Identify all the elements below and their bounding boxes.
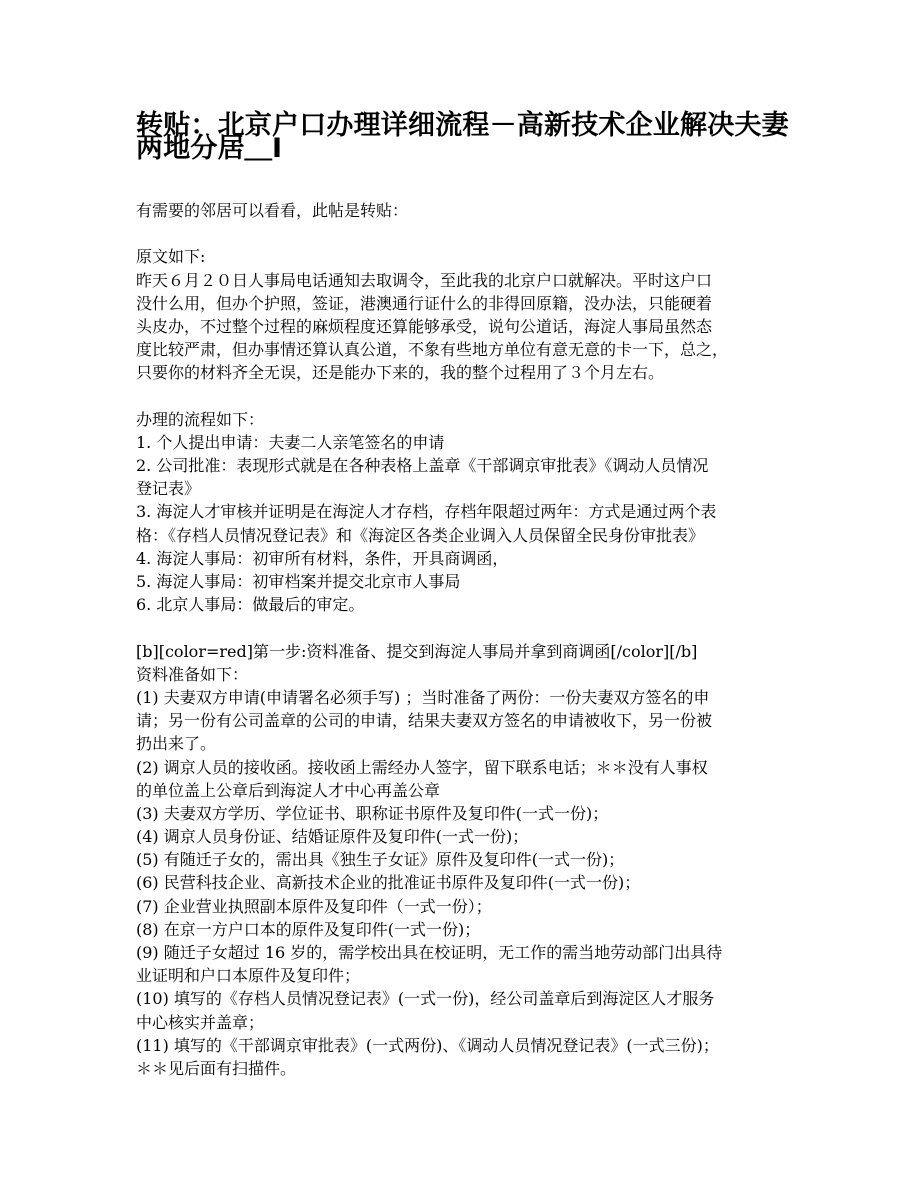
material-line: (2) 调京人员的接收函。接收函上需经办人签字，留下联系电话；＊＊没有人事权 (136, 757, 708, 777)
story-line: 度比较严肃，但办事情还算认真公道，不象有些地方单位有意无意的卡一下，总之， (136, 340, 729, 360)
material-line: (8) 在京一方户口本的原件及复印件(一式一份)； (136, 919, 481, 939)
process-line: 3. 海淀人才审核并证明是在海淀人才存档，存档年限超过两年：方式是通过两个表 (136, 502, 717, 522)
process-line: 格：《存档人员情况登记表》和《海淀区各类企业调入人员保留全民身份审批表》 (136, 525, 705, 545)
material-line: 的单位盖上公章后到海淀人才中心再盖公章 (136, 780, 441, 800)
intro-text: 有需要的邻居可以看看，此帖是转贴： (136, 201, 409, 220)
material-line: (7) 企业营业执照副本原件及复印件（一式一份）； (136, 896, 492, 916)
page-title (136, 107, 800, 165)
material-line: (10) 填写的《存档人员情况登记表》(一式一份)，经公司盖章后到海淀区人才服务 (136, 989, 715, 1009)
material-line: 扔出来了。 (136, 734, 217, 754)
material-line: ＊＊见后面有扫描件。 (136, 1058, 297, 1078)
process-line: 登记表》 (136, 479, 201, 499)
material-line: (6) 民营科技企业、高新技术企业的批准证书原件及复印件(一式一份)； (136, 873, 641, 893)
material-line: 中心核实并盖章； (136, 1012, 265, 1032)
paragraph-gap (136, 616, 800, 639)
story-line: 昨天６月２０日人事局电话通知去取调令，至此我的北京户口就解决。平时这户口 (136, 270, 713, 290)
document-body (136, 199, 800, 1080)
materials-heading: 资料准备如下： (136, 664, 249, 684)
process-line: 5. 海淀人事局：初审档案并提交北京市人事局 (136, 572, 461, 591)
title-line: 转贴：北京户口办理详细流程－高新技术企业解决夫妻 (136, 110, 789, 141)
material-line: (11) 填写的《干部调京审批表》(一式两份)、《调动人员情况登记表》(一式三份)； (136, 1035, 719, 1055)
story-line: 头皮办，不过整个过程的麻烦程度还算能够承受，说句公道话，海淀人事局虽然态 (136, 316, 713, 336)
material-line: (5) 有随迁子女的，需出具《独生子女证》原件及复印件(一式一份)； (136, 850, 625, 870)
material-line: 业证明和户口本原件及复印件； (136, 966, 361, 986)
paragraph-gap (136, 385, 800, 408)
process-heading: 办理的流程如下： (136, 409, 265, 429)
title-line: 两地分居＿Ⅰ (136, 133, 283, 165)
material-line: 请；另一份有公司盖章的公司的申请，结果夫妻双方签名的申请被收下，另一份被 (136, 711, 713, 731)
process-line: 4. 海淀人事局：初审所有材料，条件，开具商调函， (136, 548, 509, 568)
original-label: 原文如下: (136, 247, 206, 267)
process-line: 2. 公司批准：表现形式就是在各种表格上盖章《干部调京审批表》《调动人员情况 (136, 456, 709, 476)
material-line: (3) 夫妻双方学历、学位证书、职称证书原件及复印件(一式一份)； (136, 803, 609, 823)
process-line: 1. 个人提出申请：夫妻二人亲笔签名的申请 (136, 432, 445, 452)
process-line: 6. 北京人事局：做最后的审定。 (136, 595, 365, 615)
story-line: 没什么用，但办个护照，签证，港澳通行证什么的非得回原籍，没办法，只能硬着 (136, 293, 713, 313)
story-line: 只要你的材料齐全无误，还是能办下来的，我的整个过程用了３个月左右。 (136, 363, 665, 383)
material-line: (4) 调京人员身份证、结婚证原件及复印件(一式一份)； (136, 827, 529, 847)
paragraph-gap (136, 222, 800, 245)
material-line: (1) 夫妻双方申请(申请署名必须手写) ；当时准备了两份：一份夫妻双方签名的申 (136, 687, 710, 707)
step1-heading: [b][color=red]第一步:资料准备、提交到海淀人事局并拿到商调函[/color][/b] (136, 641, 698, 661)
material-line: (9) 随迁子女超过 16 岁的，需学校出具在校证明，无工作的需当地劳动部门出具待 (136, 943, 723, 962)
